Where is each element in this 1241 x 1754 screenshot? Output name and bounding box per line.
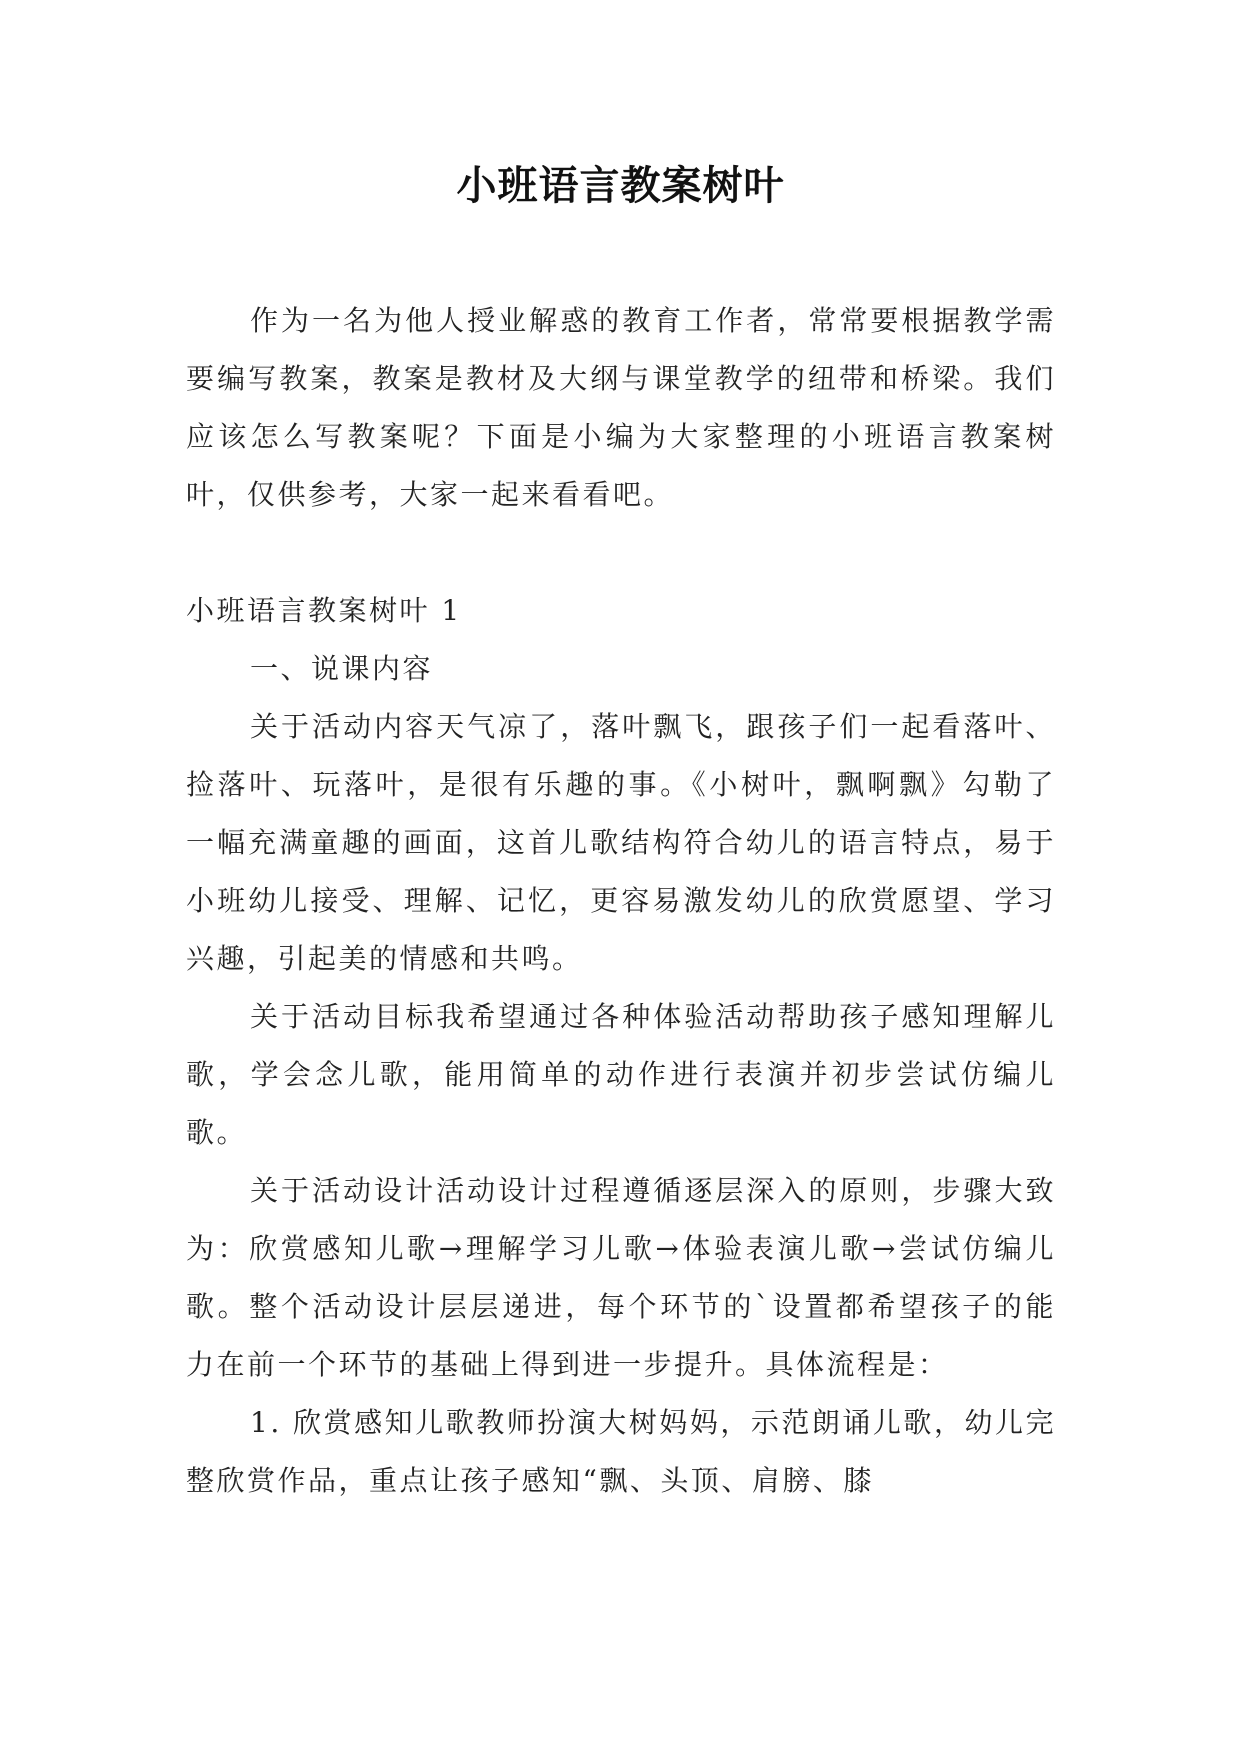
body-paragraph-step-1: 1. 欣赏感知儿歌教师扮演大树妈妈，示范朗诵儿歌，幼儿完整欣赏作品，重点让孩子感知“飘、头顶、肩膀、膝: [186, 1406, 1056, 1497]
intro-paragraph: 作为一名为他人授业解惑的教育工作者，常常要根据教学需要编写教案，教案是教材及大纲与课堂教学的纽带和桥梁。我们应该怎么写教案呢？下面是小编为大家整理的小班语言教案树叶，仅供参考，大家一起来看看吧。: [186, 304, 1056, 511]
section-heading: 小班语言教案树叶 1: [186, 594, 462, 627]
body-paragraph-design: 关于活动设计活动设计过程遵循逐层深入的原则，步骤大致为：欣赏感知儿歌→理解学习儿歌→体验表演儿歌→尝试仿编儿歌。整个活动设计层层递进，每个环节的`设置都希望孩子的能力在前一个环节的基础上得到进一步提升。具体流程是：: [186, 1174, 1056, 1381]
body-paragraph-content: 关于活动内容天气凉了，落叶飘飞，跟孩子们一起看落叶、捡落叶、玩落叶，是很有乐趣的事。《小树叶，飘啊飘》勾勒了一幅充满童趣的画面，这首儿歌结构符合幼儿的语言特点，易于小班幼儿接受、理解、记忆，更容易激发幼儿的欣赏愿望、学习兴趣，引起美的情感和共鸣。: [186, 710, 1056, 975]
section-subheading: 一、说课内容: [250, 652, 434, 685]
spacer: [186, 524, 1056, 582]
document-body: [186, 292, 1056, 1510]
body-paragraph-goals: 关于活动目标我希望通过各种体验活动帮助孩子感知理解儿歌，学会念儿歌，能用简单的动作进行表演并初步尝试仿编儿歌。: [186, 1000, 1056, 1149]
document-title: 小班语言教案树叶: [456, 162, 785, 209]
